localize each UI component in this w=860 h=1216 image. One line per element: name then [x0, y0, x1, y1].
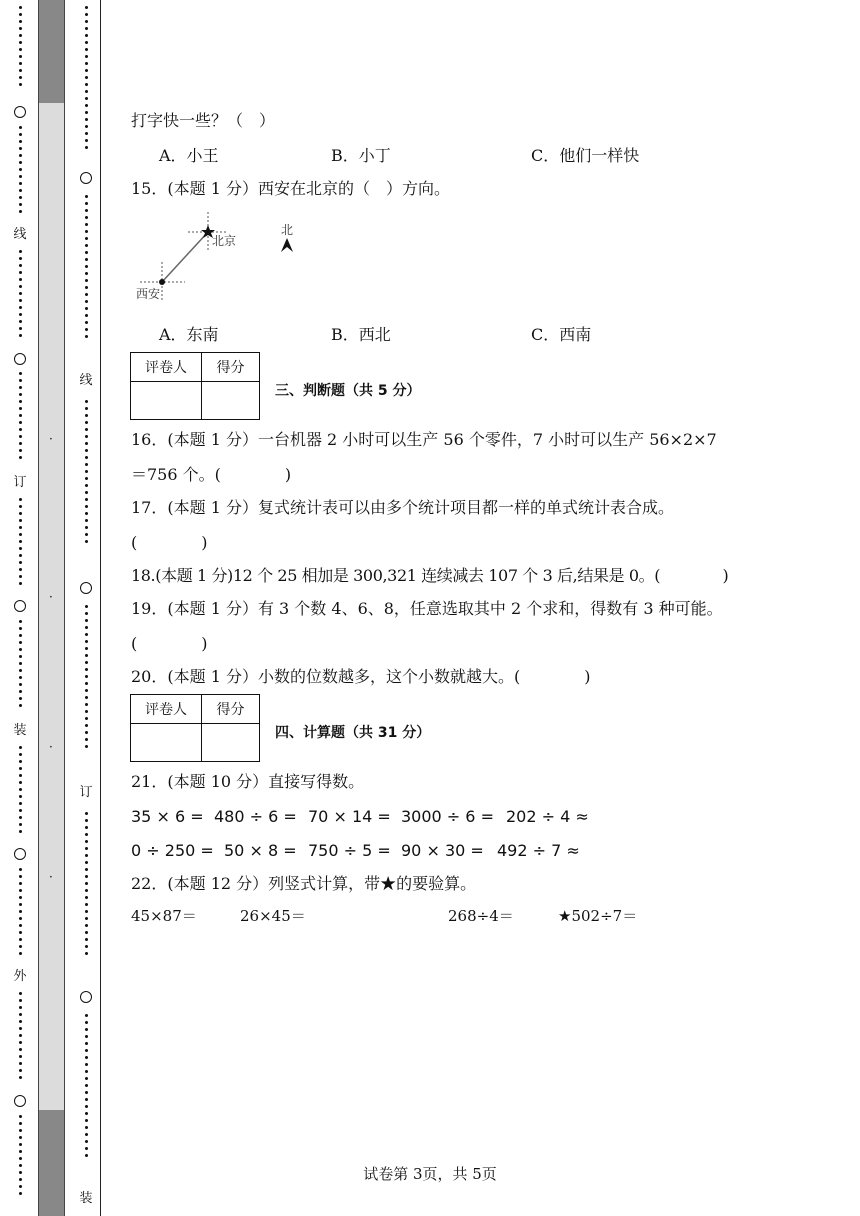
q16-line1: 16．(本题 1 分）一台机器 2 小时可以生产 56 个零件，7 小时可以生产 56×2×7 — [131, 430, 717, 449]
q15-option-c: C．西南 — [531, 325, 592, 344]
margin-char-zhuang: 装 — [13, 723, 27, 738]
score-header-grader: 评卷人 — [131, 695, 202, 724]
q22-stem: 22．(本题 12 分）列竖式计算，带★的要验算。 — [131, 874, 477, 893]
dotted-line — [83, 812, 89, 959]
score-cell-grader[interactable] — [131, 382, 202, 420]
circle-mark — [14, 848, 26, 860]
q21-item: 70 × 14 = — [308, 807, 391, 826]
dotted-line — [83, 1014, 89, 1161]
strip-mark: · — [49, 432, 53, 446]
q16-line2: ＝756 个。( ) — [131, 465, 292, 484]
q19-line1: 19．(本题 1 分）有 3 个数 4、6、8，任意选取其中 2 个求和，得数有 3 种可能。 — [131, 599, 723, 618]
q15-option-a: A．东南 — [159, 325, 219, 344]
q22-item: 45×87＝ — [131, 907, 197, 925]
dotted-line — [17, 868, 23, 959]
dotted-line — [17, 620, 23, 711]
circle-mark — [14, 600, 26, 612]
q15-stem: 15．(本题 1 分）西安在北京的（ ）方向。 — [131, 179, 450, 198]
score-header-grader: 评卷人 — [131, 353, 202, 382]
dotted-line — [17, 746, 23, 837]
q22-item: ★502÷7＝ — [558, 907, 638, 925]
dotted-line — [17, 126, 23, 217]
q21-stem: 21．(本题 10 分）直接写得数。 — [131, 772, 365, 791]
q21-item: 202 ÷ 4 ≈ — [506, 807, 589, 826]
margin-char-xian: 线 — [79, 373, 93, 388]
q21-item: 480 ÷ 6 = — [214, 807, 297, 826]
city-dot-icon — [159, 279, 165, 285]
margin-char-xian: 线 — [13, 227, 27, 242]
circle-mark — [14, 106, 26, 118]
map-route-line — [162, 232, 208, 282]
dotted-line — [17, 1115, 23, 1199]
q22-item: 268÷4＝ — [448, 907, 514, 925]
score-cell-grader[interactable] — [131, 724, 202, 762]
page-footer: 试卷第 3页，共 5页 — [363, 1165, 497, 1183]
map-label-beijing: 北京 — [212, 234, 237, 248]
direction-map — [130, 210, 310, 305]
dotted-line — [17, 250, 23, 341]
q21-item: 750 ÷ 5 = — [308, 841, 391, 860]
map-label-xian: 西安 — [136, 287, 161, 301]
section-title-calculation: 四、计算题（共 31 分） — [275, 725, 431, 741]
q14-option-c: C．他们一样快 — [531, 146, 640, 165]
q19-line2: ( ) — [131, 634, 208, 653]
circle-mark — [14, 353, 26, 365]
score-box-s4 — [130, 694, 260, 762]
q21-item: 50 × 8 = — [224, 841, 297, 860]
circle-mark — [14, 1095, 26, 1107]
q14-option-a: A．小王 — [159, 146, 219, 165]
binding-strip-dark-top — [38, 0, 65, 103]
q22-item: 26×45＝ — [240, 907, 306, 925]
q17-line1: 17．(本题 1 分）复式统计表可以由多个统计项目都一样的单式统计表合成。 — [131, 498, 674, 517]
score-header-score: 得分 — [202, 695, 260, 724]
dotted-line — [83, 6, 89, 153]
q18: 18.(本题 1 分)12 个 25 相加是 300,321 连续减去 107 个 3 后,结果是 0。( ) — [131, 566, 729, 585]
binding-strip — [38, 0, 65, 1216]
margin-char-ding: 订 — [13, 475, 27, 490]
dotted-line — [17, 6, 23, 90]
q17-line2: ( ) — [131, 533, 208, 552]
dotted-line — [17, 992, 23, 1083]
margin-char-wai: 外 — [13, 969, 27, 984]
score-header-score: 得分 — [202, 353, 260, 382]
q14-tail: 打字快一些？（ ） — [131, 111, 276, 130]
strip-mark: · — [49, 870, 53, 884]
score-cell-score[interactable] — [202, 724, 260, 762]
margin-char-zhuang: 装 — [79, 1191, 93, 1206]
q21-item: 90 × 30 = — [401, 841, 484, 860]
q21-item: 3000 ÷ 6 = — [401, 807, 494, 826]
score-box-s3 — [130, 352, 260, 420]
q15-option-b: B．西北 — [331, 325, 391, 344]
q14-option-b: B．小丁 — [331, 146, 391, 165]
strip-mark: · — [49, 590, 53, 604]
circle-mark — [80, 991, 92, 1003]
north-arrow-icon — [281, 238, 293, 252]
binding-margin-inner — [64, 0, 101, 1216]
margin-char-ding: 订 — [79, 785, 93, 800]
dotted-line — [83, 195, 89, 342]
q20: 20．(本题 1 分）小数的位数越多，这个小数就越大。( ) — [131, 667, 591, 686]
circle-mark — [80, 582, 92, 594]
score-cell-score[interactable] — [202, 382, 260, 420]
strip-mark: · — [49, 740, 53, 754]
dotted-line — [17, 498, 23, 589]
q21-item: 492 ÷ 7 ≈ — [497, 841, 580, 860]
dotted-line — [83, 400, 89, 547]
dotted-line — [83, 605, 89, 752]
circle-mark — [80, 172, 92, 184]
section-title-judgement: 三、判断题（共 5 分） — [275, 383, 421, 399]
q21-item: 0 ÷ 250 = — [131, 841, 214, 860]
q21-item: 35 × 6 = — [131, 807, 204, 826]
dotted-line — [17, 372, 23, 463]
binding-margin-outer — [0, 0, 38, 1216]
north-label: 北 — [281, 223, 294, 237]
